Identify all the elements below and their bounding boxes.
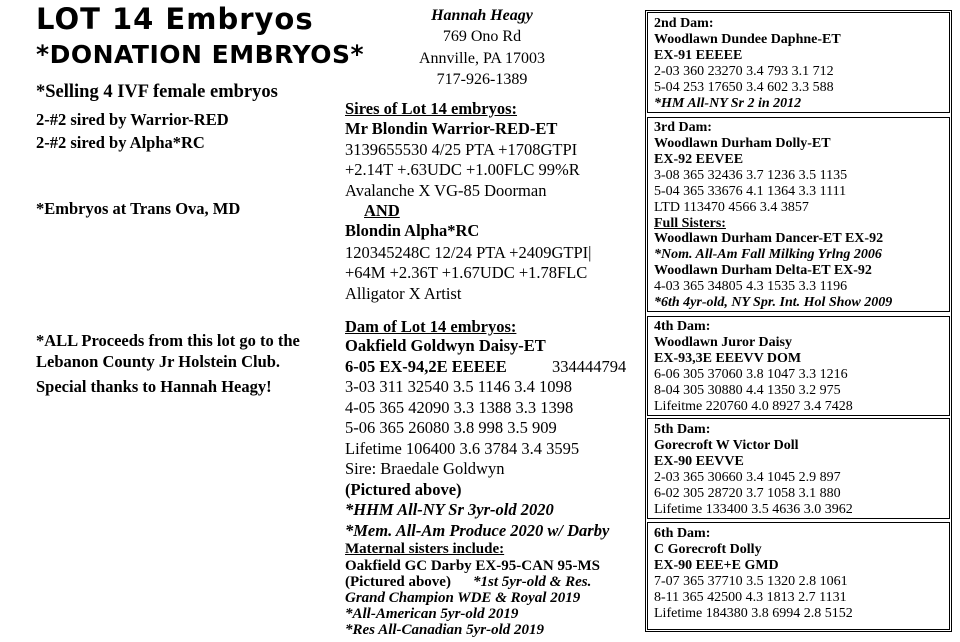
sixth-dam-class: EX-90 EEE+E GMD xyxy=(654,558,779,573)
dam-record: 5-06 365 26080 3.8 998 3.5 909 xyxy=(345,418,557,437)
sire2-name: Blondin Alpha*RC xyxy=(345,221,480,240)
full-sister-record: 4-03 365 34805 4.3 1535 3.3 1196 xyxy=(654,279,848,294)
sires-heading: Sires of Lot 14 embryos: xyxy=(345,99,518,118)
sixth-dam-record: 7-07 365 37710 3.5 1320 2.8 1061 xyxy=(654,574,848,589)
sister-award: *All-American 5yr-old 2019 xyxy=(345,606,519,622)
sire2-info-2: +64M +2.36T +1.67UDC +1.78FLC xyxy=(345,263,588,282)
fifth-dam-label: 5th Dam: xyxy=(654,422,711,437)
sired-line-alpha: 2-#2 sired by Alpha*RC xyxy=(36,133,205,152)
selling-note: *Selling 4 IVF female embryos xyxy=(36,82,278,102)
sister-award: *1st 5yr-old & Res. xyxy=(473,574,592,590)
and-separator: AND xyxy=(364,201,400,220)
full-sister-award: *Nom. All-Am Fall Milking Yrlng 2006 xyxy=(654,247,882,262)
fourth-dam-box xyxy=(647,316,950,416)
donation-subtitle: *DONATION EMBRYOS* xyxy=(36,40,365,69)
fourth-dam-record: 6-06 305 37060 3.8 1047 3.3 1216 xyxy=(654,367,848,382)
sired-line-warrior: 2-#2 sired by Warrior-RED xyxy=(36,110,229,129)
contact-street: 769 Ono Rd xyxy=(442,28,522,45)
dam-name: Oakfield Goldwyn Daisy-ET xyxy=(345,336,546,355)
dam-pictured: (Pictured above) xyxy=(345,480,462,499)
dam-record: 4-05 365 42090 3.3 1388 3.3 1398 xyxy=(345,398,574,417)
contact-phone: 717-926-1389 xyxy=(436,71,528,88)
dam-lifetime: Lifetime 106400 3.6 3784 3.4 3595 xyxy=(345,439,580,458)
embryo-location: *Embryos at Trans Ova, MD xyxy=(36,199,241,218)
dam-classification: 6-05 EX-94,2E EEEEE xyxy=(345,357,507,376)
third-dam-label: 3rd Dam: xyxy=(654,120,712,135)
full-sister-name: Woodlawn Durham Delta-ET EX-92 xyxy=(654,263,872,278)
second-dam-label: 2nd Dam: xyxy=(654,16,714,31)
second-dam-award: *HM All-NY Sr 2 in 2012 xyxy=(654,96,802,111)
maternal-sisters-heading: Maternal sisters include: xyxy=(345,541,505,557)
fourth-dam-class: EX-93,3E EEEVV DOM xyxy=(654,351,802,366)
sixth-dam-lifetime: Lifetime 184380 3.8 6994 2.8 5152 xyxy=(654,606,853,621)
thanks-line: Special thanks to Hannah Heagy! xyxy=(36,377,272,396)
sister-name: Oakfield GC Darby EX-95-CAN 95-MS xyxy=(345,558,600,574)
fourth-dam-label: 4th Dam: xyxy=(654,319,711,334)
fifth-dam-name: Gorecroft W Victor Doll xyxy=(654,438,799,453)
second-dam-class: EX-91 EEEEE xyxy=(654,48,743,63)
fourth-dam-lifetime: Lifeitme 220760 4.0 8927 3.4 7428 xyxy=(654,399,853,414)
dam-heading: Dam of Lot 14 embryos: xyxy=(345,317,517,336)
sister-award: Grand Champion WDE & Royal 2019 xyxy=(345,590,581,606)
second-dam-record: 2-03 360 23270 3.4 793 3.1 712 xyxy=(654,64,834,79)
proceeds-line-2: Lebanon County Jr Holstein Club. xyxy=(36,352,281,371)
fifth-dam-record: 6-02 305 28720 3.7 1058 3.1 880 xyxy=(654,486,841,501)
sixth-dam-box xyxy=(647,522,950,630)
fifth-dam-class: EX-90 EEVVE xyxy=(654,454,744,469)
sire2-info-3: Alligator X Artist xyxy=(345,284,462,303)
fifth-dam-box xyxy=(647,418,950,519)
second-dam-record: 5-04 253 17650 3.4 602 3.3 588 xyxy=(654,80,834,95)
full-sisters-label: Full Sisters: xyxy=(654,216,726,231)
sire1-name: Mr Blondin Warrior-RED-ET xyxy=(345,119,558,138)
proceeds-line-1: *ALL Proceeds from this lot go to the xyxy=(36,331,300,350)
sister-pictured: (Pictured above) xyxy=(345,574,451,590)
dam-award: *HHM All-NY Sr 3yr-old 2020 xyxy=(345,500,554,519)
third-dam-record: 5-04 365 33676 4.1 1364 3.3 1111 xyxy=(654,184,847,199)
lot-title: LOT 14 Embryos xyxy=(36,2,314,36)
fourth-dam-name: Woodlawn Juror Daisy xyxy=(654,335,792,350)
third-dam-record: 3-08 365 32436 3.7 1236 3.5 1135 xyxy=(654,168,848,183)
third-dam-box xyxy=(647,117,950,312)
dam-record: 3-03 311 32540 3.5 1146 3.4 1098 xyxy=(345,377,573,396)
sire1-info-3: Avalanche X VG-85 Doorman xyxy=(345,181,547,200)
second-dam-box xyxy=(647,12,950,113)
sixth-dam-name: C Gorecroft Dolly xyxy=(654,542,762,557)
fifth-dam-record: 2-03 365 30660 3.4 1045 2.9 897 xyxy=(654,470,841,485)
full-sister-award: *6th 4yr-old, NY Spr. Int. Hol Show 2009 xyxy=(654,295,893,310)
third-dam-name: Woodlawn Durham Dolly-ET xyxy=(654,136,831,151)
dam-registration: 334444794 xyxy=(552,357,627,376)
third-dam-ltd: LTD 113470 4566 3.4 3857 xyxy=(654,200,809,215)
second-dam-name: Woodlawn Dundee Daphne-ET xyxy=(654,32,841,47)
full-sister-name: Woodlawn Durham Dancer-ET EX-92 xyxy=(654,231,884,246)
fourth-dam-record: 8-04 305 30880 4.4 1350 3.2 975 xyxy=(654,383,841,398)
sire1-info-1: 3139655530 4/25 PTA +1708GTPI xyxy=(345,140,578,159)
contact-city: Annville, PA 17003 xyxy=(418,50,546,67)
sire1-info-2: +2.14T +.63UDC +1.00FLC 99%R xyxy=(345,160,580,179)
sixth-dam-label: 6th Dam: xyxy=(654,526,711,541)
sister-award: *Res All-Canadian 5yr-old 2019 xyxy=(345,622,545,638)
fifth-dam-lifetime: Lifetime 133400 3.5 4636 3.0 3962 xyxy=(654,502,853,517)
dam-sire: Sire: Braedale Goldwyn xyxy=(345,459,505,478)
dam-award: *Mem. All-Am Produce 2020 w/ Darby xyxy=(345,521,610,540)
contact-name: Hannah Heagy xyxy=(431,7,533,24)
sire2-info-1: 120345248C 12/24 PTA +2409GTPI| xyxy=(345,243,592,262)
sixth-dam-record: 8-11 365 42500 4.3 1813 2.7 1131 xyxy=(654,590,847,605)
third-dam-class: EX-92 EEVEE xyxy=(654,152,744,167)
